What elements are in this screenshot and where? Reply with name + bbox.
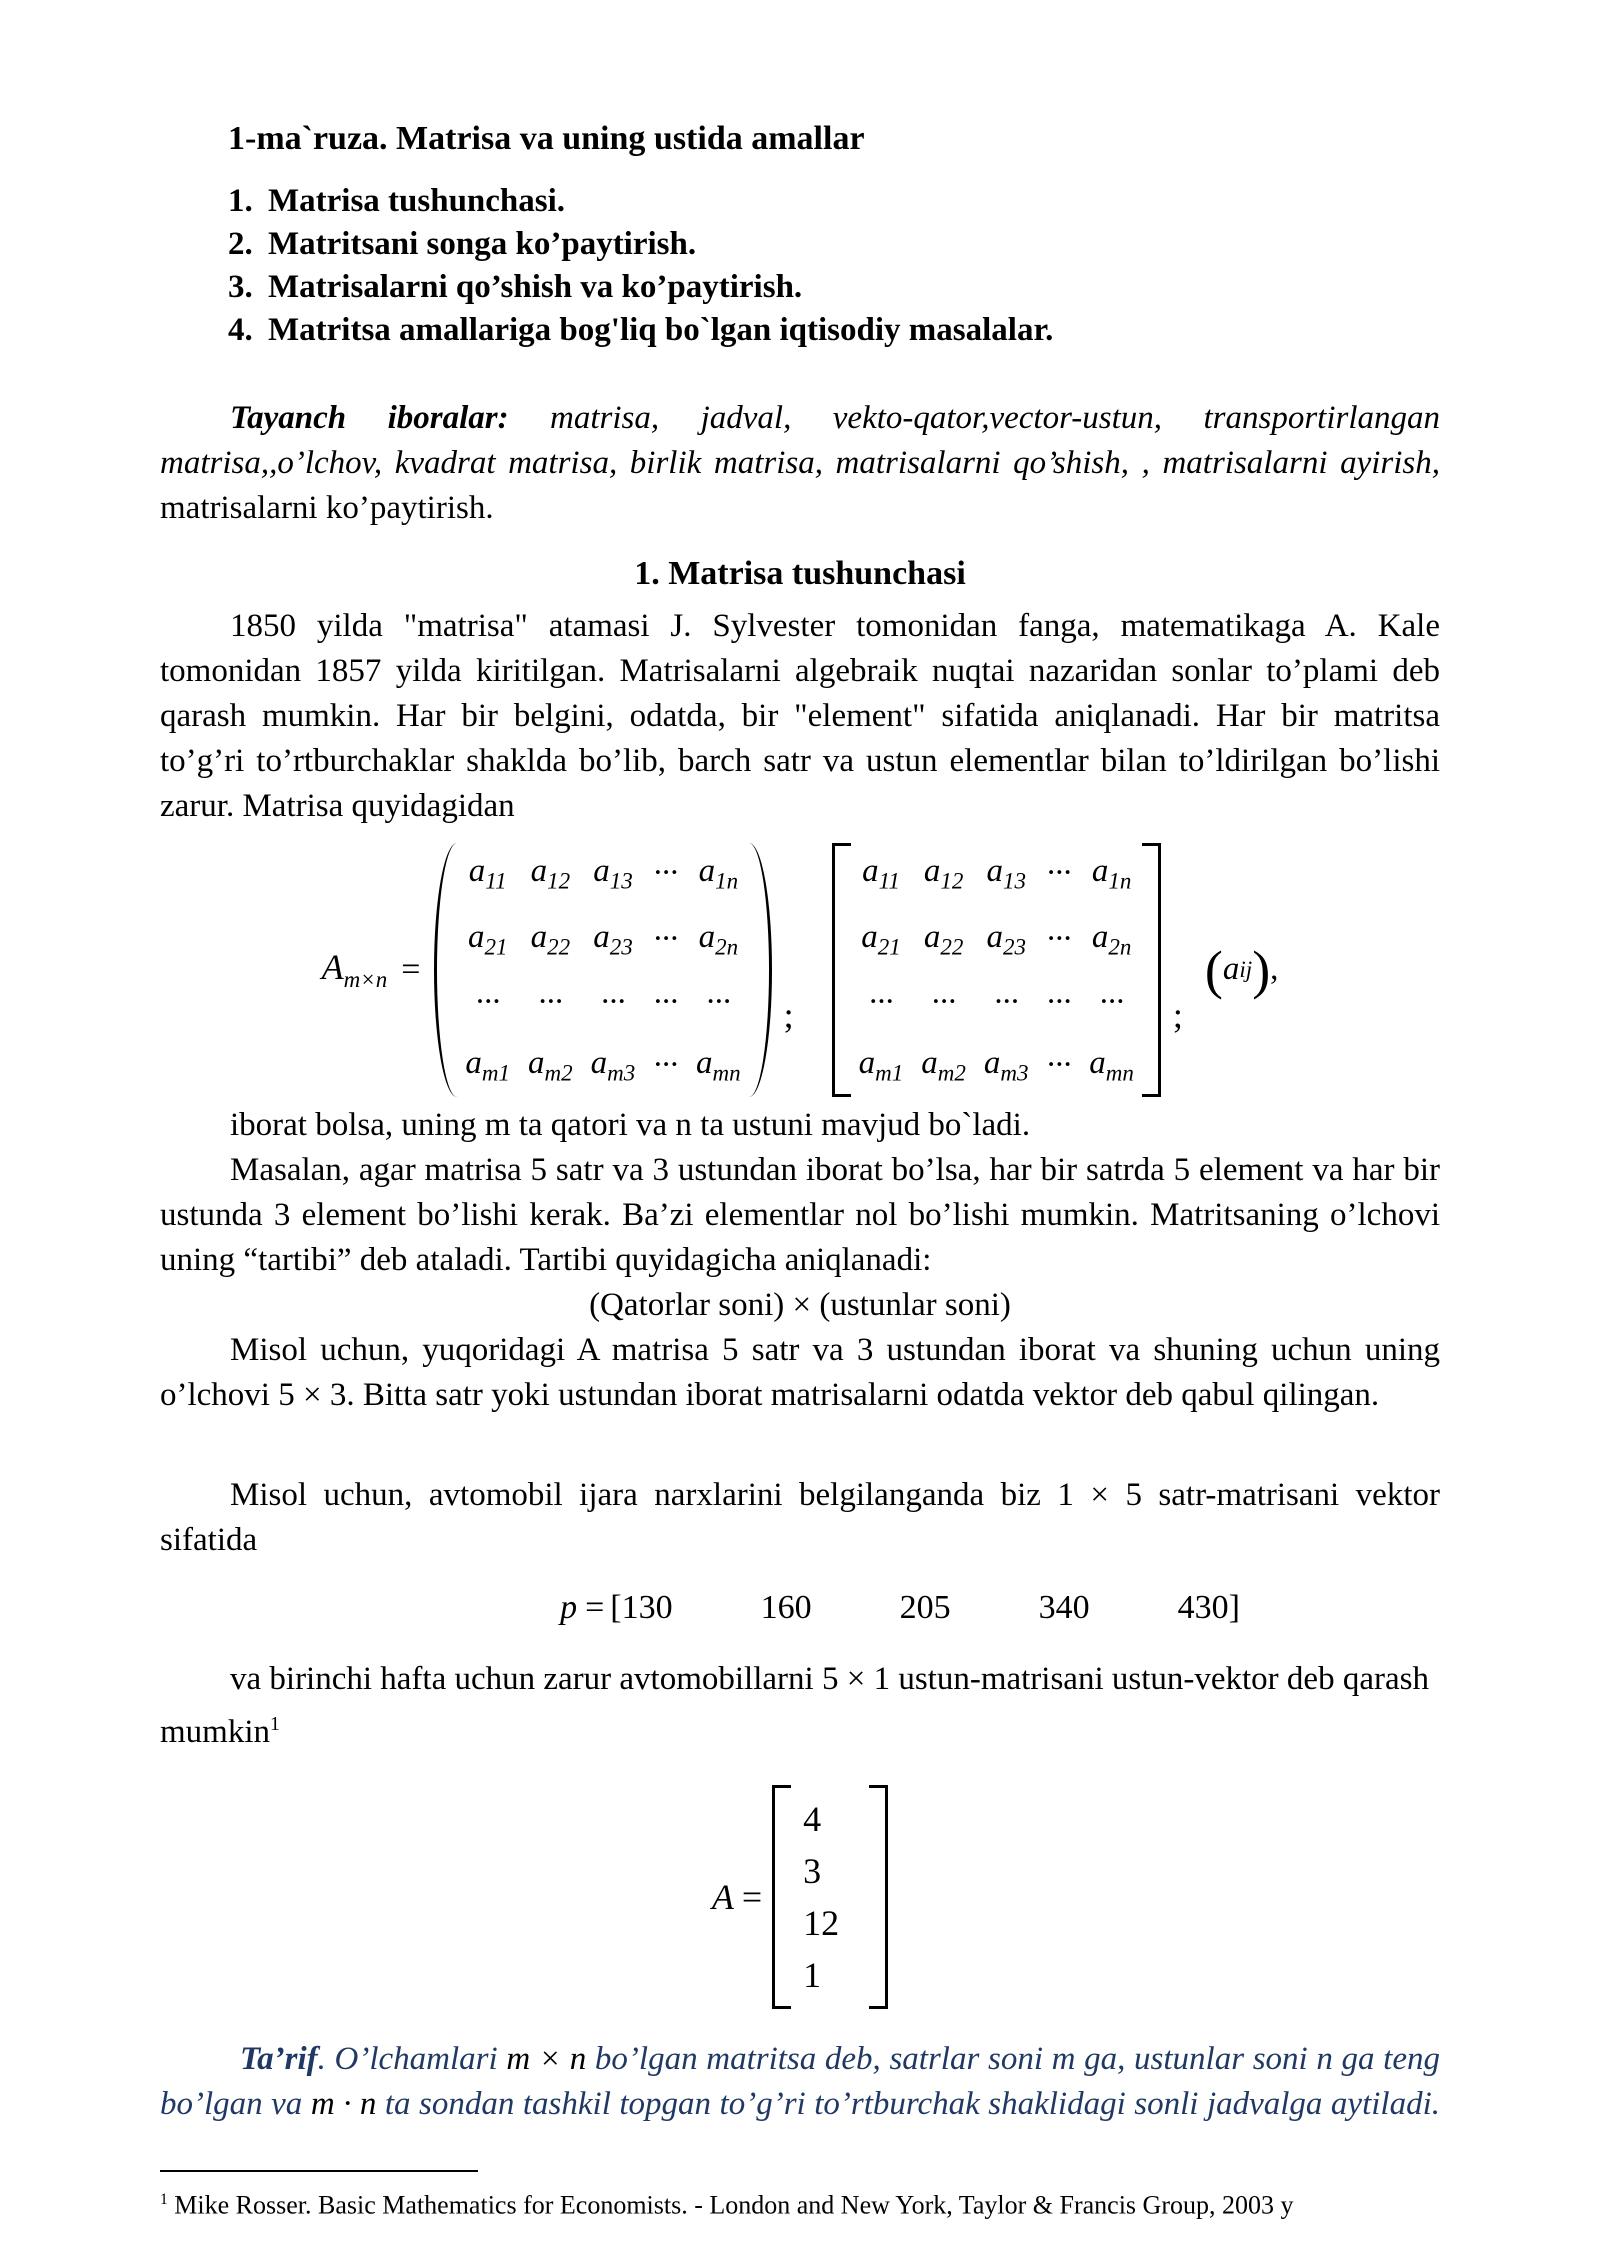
misol-paragraph-1: Misol uchun, yuqoridagi A matrisa 5 satr va 3 ustundan iborat va shuning uchun uning o’lchovi 5 × 3. Bitta satr yoki ustundan iborat matrisalarni odatda vektor deb qabul qilingan. xyxy=(160,1331,1440,1413)
matrix-grid xyxy=(457,843,748,1097)
right-paren-glyph: ) xyxy=(1252,939,1271,1000)
column-vector-body xyxy=(772,1785,888,2009)
right-bracket-glyph xyxy=(1142,843,1161,1097)
row-vector-value: 160 xyxy=(760,1588,812,1626)
matrix-cell: $a_{21}$ xyxy=(861,918,901,960)
row-vector-value: 340 xyxy=(1038,1588,1090,1626)
matrix-cell: $a_{m1}$ xyxy=(858,1045,904,1086)
matrix-cell: ··· xyxy=(868,984,894,1021)
matrix-cell: $a_{21}$ xyxy=(467,918,508,960)
footnote-marker: 1 xyxy=(160,2191,168,2209)
matrix-cell: ··· xyxy=(653,1047,679,1084)
matrix-equation xyxy=(160,843,1440,1097)
close-bracket: ] xyxy=(1228,1588,1240,1626)
right-bracket-glyph xyxy=(869,1785,888,2009)
intro-paragraph: 1850 yilda "matrisa" atamasi J. Sylvester tomonidan fanga, matematikaga A. Kale tomonidan 1857 yilda kiritilgan. Matrisalarni algebraik nuqtai nazaridan sonlar to’plami deb qarash mumkin. Har bir belgini, odatda, bir "element" sifatida aniqlanadi. Har bir matritsa to’g’ri to’rtburchaklar shaklda bo’lib, barch satr va ustun elementlar bilan to’ldirilgan bo’lishi zarur. Matrisa quyidagidan xyxy=(160,608,1440,824)
definition-text-2: bo’lgan matritsa deb, satrlar soni m ga, ustunlar soni n ga teng bo’lgan va xyxy=(160,2040,1440,2122)
topic-number: 2. xyxy=(228,226,253,262)
topic-item xyxy=(228,309,1440,352)
matrix-cell: ··· xyxy=(653,984,679,1021)
left-paren-glyph: ( xyxy=(1204,939,1223,1000)
matrix-cell: ··· xyxy=(1046,1047,1072,1084)
hafta-paragraph xyxy=(160,1657,1440,1755)
matrix-cell: $a_{m2}$ xyxy=(921,1045,966,1086)
spacer xyxy=(160,1418,1440,1473)
footnote-reference: 1 xyxy=(270,1712,280,1735)
row-vector-values xyxy=(622,1589,1229,1627)
semicolon: ; xyxy=(783,994,794,1035)
topic-item xyxy=(228,180,1440,223)
definition-paragraph xyxy=(160,2037,1440,2127)
matrix-cell: $a_{mn}$ xyxy=(1089,1045,1134,1086)
matrix-grid xyxy=(851,843,1142,1097)
matrix-cell: $a_{22}$ xyxy=(530,918,571,960)
keywords-paragraph xyxy=(160,396,1440,531)
matrix-cell: $a_{m2}$ xyxy=(528,1045,573,1086)
topic-text: Matrisalarni qo’shish va ko’paytirish. xyxy=(268,269,803,305)
matrix-cell: ··· xyxy=(705,984,731,1021)
column-vector-value: 1 xyxy=(803,1954,822,1995)
matrix-cell: $a_{m3}$ xyxy=(590,1045,636,1086)
matrix-cell: ··· xyxy=(1046,920,1072,957)
right-paren-glyph xyxy=(749,843,772,1097)
topic-number: 1. xyxy=(228,183,253,219)
definition-text-1: O’lchamlari xyxy=(334,2040,507,2077)
topic-text: Matritsani songa ko’paytirish. xyxy=(268,226,697,262)
keywords-label: Tayanch iboralar: xyxy=(230,400,509,436)
keywords-terms-regular: matrisalarni ko’paytirish. xyxy=(160,490,494,526)
definition-text-3: ta sondan tashkil topgan to’g’ri to’rtburchak shaklidagi sonli jadvalga aytiladi. xyxy=(376,2085,1440,2122)
matrix-cell: $a_{22}$ xyxy=(923,918,964,960)
matrix-cell: ··· xyxy=(1099,984,1124,1021)
topic-item xyxy=(228,223,1440,266)
topic-item xyxy=(228,266,1440,309)
topic-text: Matrisa tushunchasi. xyxy=(268,183,566,219)
footnote-divider xyxy=(160,2170,478,2172)
matrix-cell: ··· xyxy=(931,984,956,1021)
open-bracket: [ xyxy=(610,1588,622,1626)
section-heading: 1. Matrisa tushunchasi xyxy=(634,555,966,592)
column-vector-value: 12 xyxy=(803,1902,840,1943)
row-vector-value: 130 xyxy=(621,1588,673,1626)
equals-sign: = xyxy=(741,1876,763,1917)
column-vector-value: 4 xyxy=(803,1798,822,1839)
masalan-paragraph: Masalan, agar matrisa 5 satr va 3 ustundan iborat bo’lsa, har bir satrda 5 element va har bir ustunda 3 element bo’lishi kerak. Ba’zi elementlar nol bo’lishi mumkin. Matritsaning o’lchovi uning “tartibi” deb ataladi. Tartibi quyidagicha aniqlanadi: xyxy=(160,1151,1440,1278)
matrix-cell: $a_{13}$ xyxy=(986,853,1026,894)
topic-list xyxy=(160,180,1440,352)
after-matrix-line: iborat bolsa, uning m ta qatori va n ta ustuni mavjud bo`ladi. xyxy=(230,1106,1031,1143)
matrix-cell: $a_{2n}$ xyxy=(1091,918,1132,960)
semicolon: ; xyxy=(1172,994,1183,1035)
equals-sign: = xyxy=(401,950,421,988)
matrix-lhs-base: A xyxy=(321,947,344,988)
definition-sep: . xyxy=(317,2040,335,2077)
matrix-cell: $a_{13}$ xyxy=(593,853,633,894)
footnote-text xyxy=(160,2184,1440,2222)
definition-math-mxn: m × n xyxy=(506,2040,587,2077)
aij-term xyxy=(1205,939,1279,1001)
matrix-cell: ··· xyxy=(537,984,563,1021)
column-vector-var: A xyxy=(711,1876,734,1917)
row-vector-value: 430 xyxy=(1177,1588,1229,1626)
matrix-cell: ··· xyxy=(475,984,501,1021)
aij-subscript: ij xyxy=(1239,956,1253,982)
aij-base: a xyxy=(1222,951,1240,988)
left-bracket-glyph xyxy=(832,843,851,1097)
matrix-cell: $a_{11}$ xyxy=(862,853,900,894)
row-vector-value: 205 xyxy=(899,1588,951,1626)
matrix-cell: $a_{12}$ xyxy=(530,853,571,894)
matrix-cell: $a_{11}$ xyxy=(468,853,507,894)
matrix-cell: ··· xyxy=(600,984,626,1021)
matrix-cell: $a_{2n}$ xyxy=(698,918,739,960)
matrix-cell: ··· xyxy=(653,920,679,957)
topic-number: 3. xyxy=(228,269,253,305)
matrix-lhs-subscript: m×n xyxy=(343,967,388,993)
left-bracket-glyph xyxy=(772,1785,791,2009)
matrix-cell: ··· xyxy=(993,984,1019,1021)
matrix-cell: $a_{m1}$ xyxy=(465,1045,511,1086)
matrix-cell: ··· xyxy=(653,855,679,892)
matrix-cell: $a_{12}$ xyxy=(923,853,964,894)
matrix-cell: $a_{23}$ xyxy=(986,918,1026,960)
matrix-cell: $a_{23}$ xyxy=(593,918,633,960)
equals-sign: = xyxy=(585,1588,605,1626)
left-paren-glyph xyxy=(434,843,457,1097)
matrix-cell: $a_{1n}$ xyxy=(698,853,739,894)
topic-number: 4. xyxy=(228,312,253,348)
matrix-lhs xyxy=(322,946,388,993)
column-vector-value: 3 xyxy=(803,1850,822,1891)
document-title: 1-ma`ruza. Matrisa va uning ustida amallar xyxy=(228,120,865,157)
column-vector-equation xyxy=(160,1785,1440,2009)
misol-paragraph-2: Misol uchun, avtomobil ijara narxlarini belgilanganda biz 1 × 5 satr-matrisani vektor sifatida xyxy=(160,1476,1440,1558)
row-vector-equation xyxy=(160,1589,1440,1627)
order-formula: (Qatorlar soni) × (ustunlar soni) xyxy=(589,1286,1011,1323)
row-vector-var: p xyxy=(560,1588,578,1626)
matrix-cell: ··· xyxy=(1046,984,1072,1021)
comma: , xyxy=(1270,951,1279,988)
matrix-cell: $a_{1n}$ xyxy=(1091,853,1132,894)
column-vector-values xyxy=(791,1785,869,2009)
matrix-cell: $a_{mn}$ xyxy=(696,1045,741,1086)
hafta-text: va birinchi hafta uchun zarur avtomobillarni 5 × 1 ustun-matrisani ustun-vektor deb qarash mumkin xyxy=(160,1660,1429,1750)
topic-text: Matritsa amallariga bog'liq bo`lgan iqtisodiy masalalar. xyxy=(268,312,1054,348)
keywords-terms-italic: matrisa, jadval, vekto-qator,vector-ustun, transportirlangan matrisa,,o’lchov, kvadrat matrisa, birlik matrisa, matrisalarni qo’shish, , matrisalarni ayirish, xyxy=(160,400,1441,481)
footnote-citation: Mike Rosser. Basic Mathematics for Economists. - London and New York, Taylor & Francis Group, 2003 y xyxy=(167,2191,1294,2220)
row-vector-inner xyxy=(560,1589,1240,1627)
matrix-bracket xyxy=(832,843,1161,1097)
definition-math-mn: m · n xyxy=(310,2085,377,2122)
matrix-cell: $a_{m3}$ xyxy=(983,1045,1029,1086)
footnote-area xyxy=(160,2170,1440,2222)
matrix-cell: ··· xyxy=(1046,855,1072,892)
matrix-paren xyxy=(434,843,771,1097)
definition-label: Ta’rif xyxy=(240,2040,318,2077)
